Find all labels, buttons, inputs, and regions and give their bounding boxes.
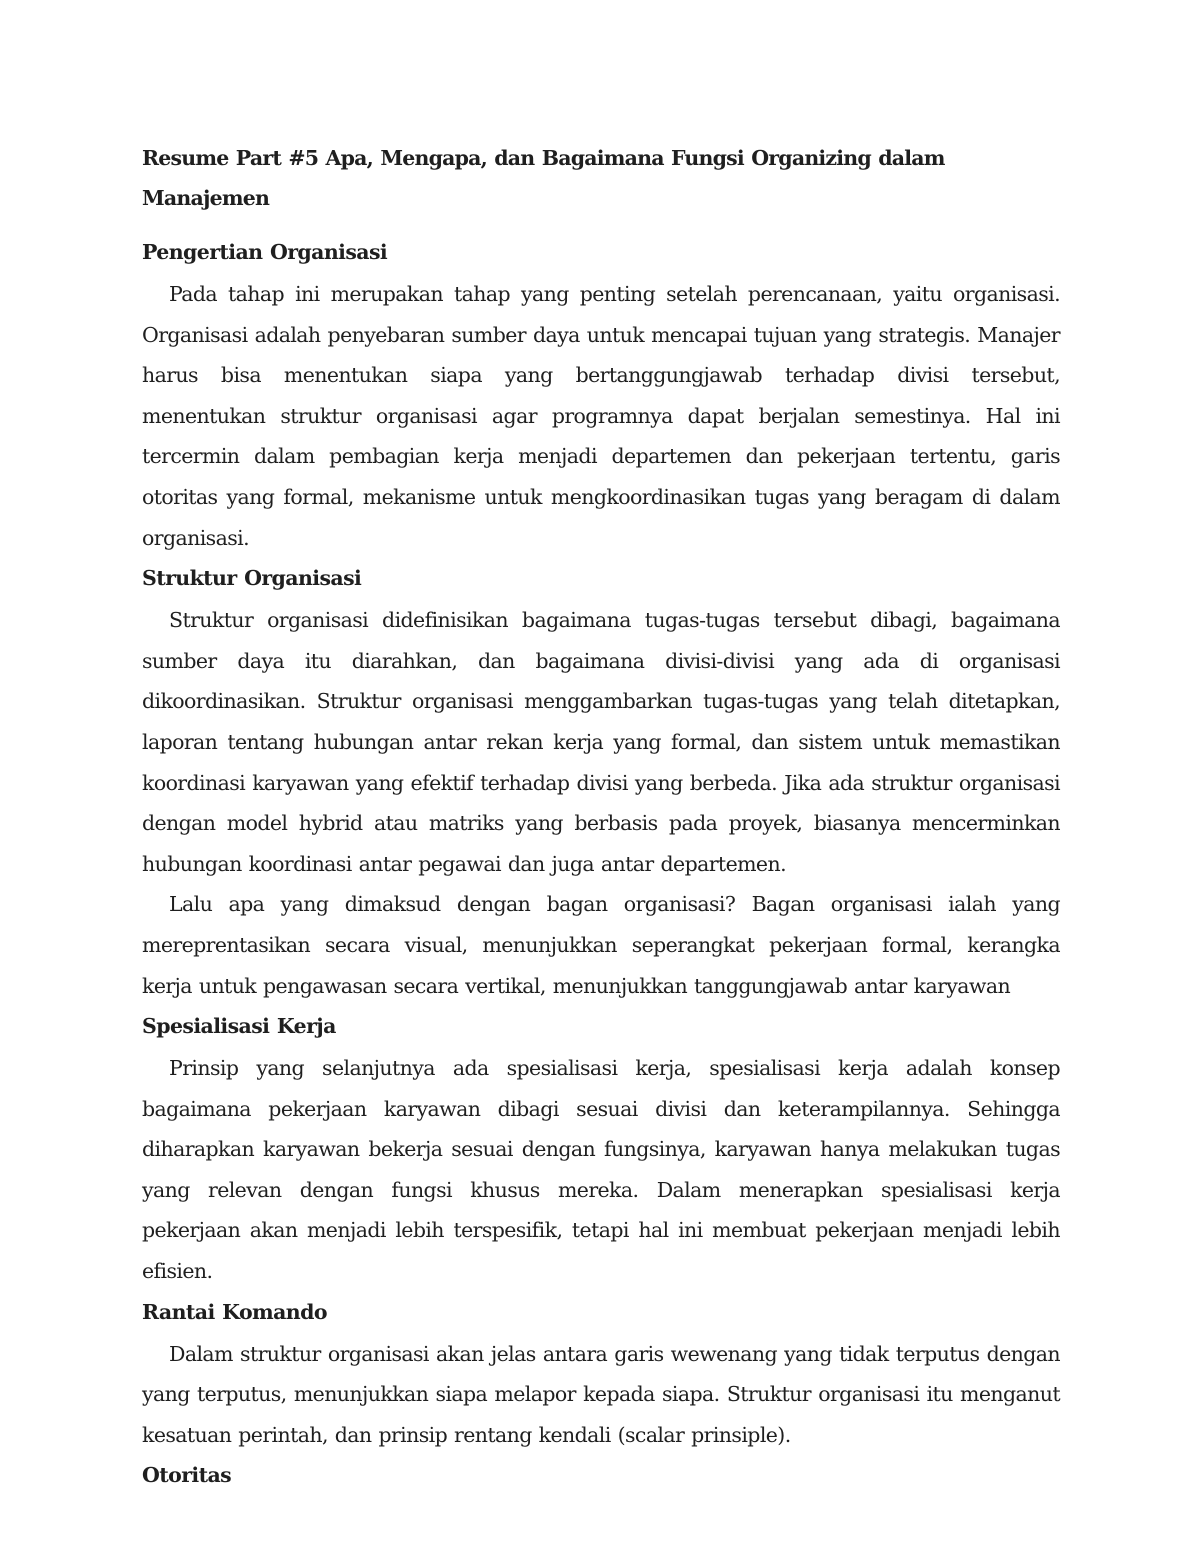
paragraph: Prinsip yang selanjutnya ada spesialisasi kerja, spesialisasi kerja adalah konsep bagaimana pekerjaan karyawan dibagi sesuai divisi dan keterampilannya. Sehingga diharapkan karyawan bekerja sesuai dengan fungsinya, karyawan hanya melakukan tugas yang relevan dengan fungsi khusus mereka. Dalam menerapkan spesialisasi kerja pekerjaan akan menjadi lebih terspesifik, tetapi hal ini membuat pekerjaan menjadi lebih efisien. xyxy=(142,1056,1060,1284)
section-heading: Pengertian Organisasi xyxy=(142,240,388,264)
section-heading: Otoritas xyxy=(142,1463,232,1488)
section-heading: Struktur Organisasi xyxy=(142,566,362,591)
document-title: Resume Part #5 Apa, Mengapa, dan Bagaimana Fungsi Organizing dalam Manajemen xyxy=(142,146,945,210)
section-otoritas xyxy=(142,1455,1060,1495)
document-page xyxy=(142,138,1060,1497)
paragraph: Pada tahap ini merupakan tahap yang penting setelah perencanaan, yaitu organisasi. Organisasi adalah penyebaran sumber daya untuk mencapai tujuan yang strategis. Manajer harus bisa menentukan siapa yang bertanggungjawab terhadap divisi tersebut, menentukan struktur organisasi agar programnya dapat berjalan semestinya. Hal ini tercermin dalam pembagian kerja menjadi departemen dan pekerjaan tertentu, garis otoritas yang formal, mekanisme untuk mengkoordinasikan tugas yang beragam di dalam organisasi. xyxy=(142,282,1060,550)
section-spesialisasi-kerja xyxy=(142,1006,1060,1292)
section-pengertian-organisasi xyxy=(142,232,1060,558)
paragraph: Lalu apa yang dimaksud dengan bagan organisasi? Bagan organisasi ialah yang mereprentasikan secara visual, menunjukkan seperangkat pekerjaan formal, kerangka kerja untuk pengawasan secara vertikal, menunjukkan tanggungjawab antar karyawan xyxy=(142,892,1060,998)
section-heading: Rantai Komando xyxy=(142,1299,327,1324)
section-rantai-komando xyxy=(142,1292,1060,1456)
paragraph: Dalam struktur organisasi akan jelas antara garis wewenang yang tidak terputus dengan yang terputus, menunjukkan siapa melapor kepada siapa. Struktur organisasi itu menganut kesatuan perintah, dan prinsip rentang kendali (scalar prinsiple). xyxy=(142,1341,1060,1447)
section-struktur-organisasi xyxy=(142,558,1060,1006)
paragraph: Struktur organisasi didefinisikan bagaimana tugas-tugas tersebut dibagi, bagaimana sumber daya itu diarahkan, dan bagaimana divisi-divisi yang ada di organisasi dikoordinasikan. Struktur organisasi menggambarkan tugas-tugas yang telah ditetapkan, laporan tentang hubungan antar rekan kerja yang formal, dan sistem untuk memastikan koordinasi karyawan yang efektif terhadap divisi yang berbeda. Jika ada struktur organisasi dengan model hybrid atau matriks yang berbasis pada proyek, biasanya mencerminkan hubungan koordinasi antar pegawai dan juga antar departemen. xyxy=(142,608,1060,876)
section-heading: Spesialisasi Kerja xyxy=(142,1014,336,1039)
